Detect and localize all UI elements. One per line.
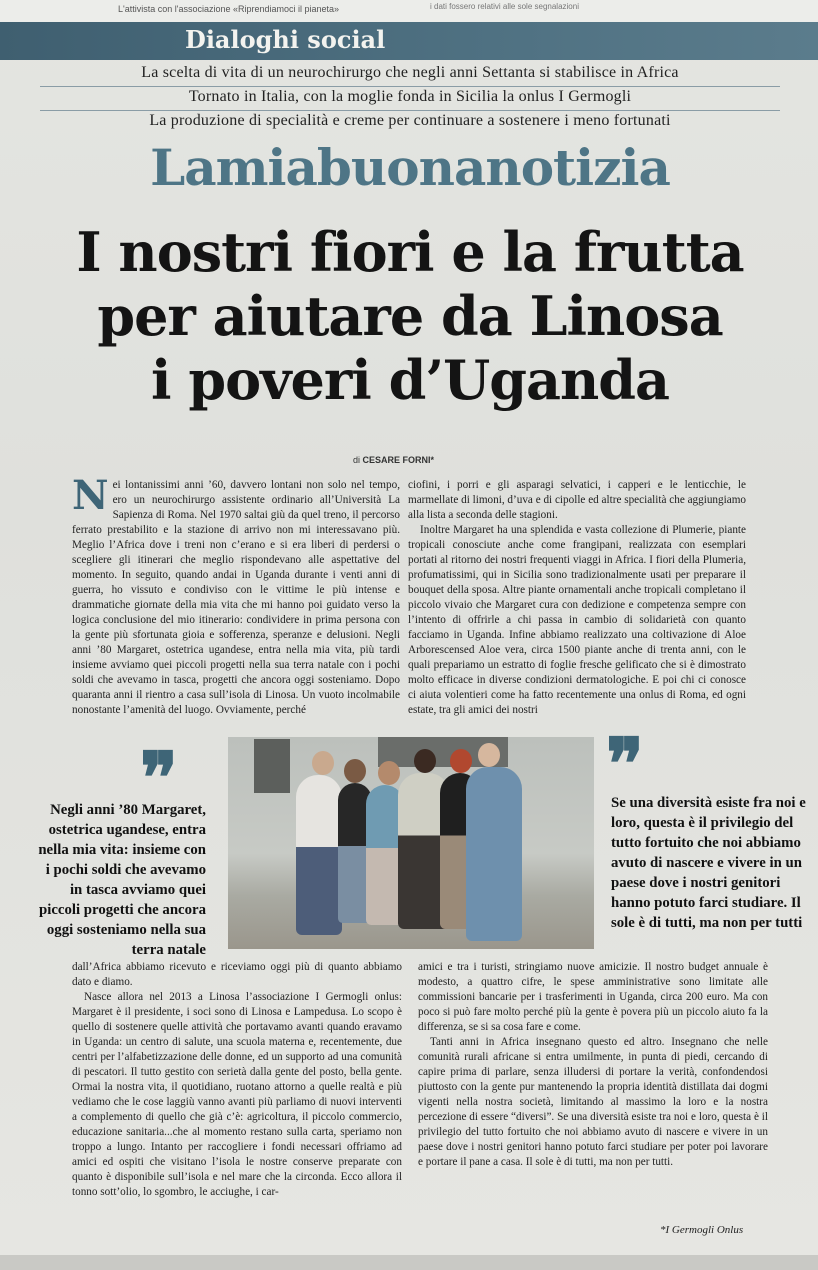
photo-window: [254, 739, 290, 793]
body-paragraph: Nasce allora nel 2013 a Linosa l’associazione I Germogli onlus: Margaret è il presidente, i soci sono di Linosa e Lampedusa. Lo scopo è quello di sostenere quelle attività che portavamo avanti quando eravamo in Uganda: un centro di salute, una scuola materna e, recentemente, due centri per l’alfabetizzazione delle donne, ed un supporto ad una comunità di pescatori. Il tutto gestito con serietà dalla gente del posto, bella gente. Ormai la nostra vita, il quotidiano, ruotano attorno a quelle realtà e più vediamo che le cose laggiù vanno avanti più parliamo di nuovi interventi a complemento di quello che già c’è: agricoltura, il piccolo commercio, educazione sanitaria...che al momento restano sulla carta, speriamo non troppo a lungo. Intanto per raccogliere i fondi necessari offriamo ad amici ed ospiti che visitano l’isola le nostre conserve preparate con quanto è disponibile sull’isola e nel mare che la circonda. Ecco allora il tonno sott’olio, lo sgombro, le acciughe, i car-: [72, 991, 402, 1198]
summary-divider: [40, 110, 780, 111]
body-paragraph: ei lontanissimi anni ’60, davvero lontani non solo nel tempo, ero un neurochirurgo assistente ordinario all’Università La Sapienza di Roma. Nel 1970 saltai giù da quel treno, il percorso ferrato prestabilito e la stazione di arrivo non mi interessavano più. Meglio l’Africa dove i treni non c’erano e si era liberi di perdersi o scegliere gli itinerari che meglio rispondevano alle aspettative del momento. In seguito, quando andai in Uganda durante i venti anni di guerra, ho vissuto e condiviso con le vittime le più intense e drammatiche giornate della mia vita che mi hanno poi guidato verso la logica conclusione del mio itinerario: condividere in prima persona con la gente più sfortunata gioia e sofferenza, speranze e delusioni. Negli anni ’80 Margaret, ostetrica ugandese, entra nella mia vita, più tardi insieme avviamo quei piccoli progetti nella sua terra natale con i pochi soldi che avevamo in tasca, progetti che ancora oggi sosteniamo. Dopo quaranta anni il rientro a casa sull’isola di Linosa. Un vuoto incolmabile nonostante l’amenità del luogo. Ovviamente, perché: [72, 479, 400, 716]
body-paragraph: Tanti anni in Africa insegnano questo ed altro. Insegnano che nelle comunità rurali africane si entra umilmente, in punta di piedi, cercando di capire prima di parlare, senza illudersi di portare la verità, confondendosi piuttosto con la gente pur mantenendo la propria identità distillata dai dogmi vigenti nella nostra società, limitando al massimo la loro e la nostra percezione di essere “diversi”. Se una diversità esiste tra noi e loro, questa è il privilegio del tutto fortuito che noi abbiamo avuto di nascere e vivere in un paese dove i nostri genitori hanno potuto farci studiare per poter poi lavorare e portare il pane a casa. Il sole è di tutti, ma non per tutti.: [418, 1036, 768, 1168]
person-head: [312, 751, 334, 775]
body-paragraph: dall’Africa abbiamo ricevuto e riceviamo oggi più di quanto abbiamo dato e diamo.: [72, 961, 402, 988]
headline-line-1: I nostri fiori e la frutta: [76, 220, 744, 284]
byline: [353, 455, 434, 465]
top-strip-right-text: i dati fossero relativi alle sole segnalazioni: [430, 2, 579, 11]
quote-mark-icon: ❞: [606, 722, 644, 805]
person-head: [344, 759, 366, 783]
top-strip: [0, 0, 818, 22]
person-head: [450, 749, 472, 773]
column-tag: Lamiabuonanotizia: [150, 138, 670, 197]
body-column-1: [72, 478, 400, 736]
section-bar: [0, 22, 818, 60]
body-paragraph: ciofini, i porri e gli asparagi selvatici, i capperi e le lenticchie, le marmellate di limoni, d’uva e di cipolle ed altre specialità che aggiungiamo alla lista a seconda delle stagioni.: [408, 479, 746, 521]
body-column-3: [72, 960, 402, 1248]
pullquote-right: Se una diversità esiste fra noi e loro, questa è il privilegio del tutto fortuito che noi abbiamo avuto di nascere e vivere in un paese dove i nostri genitori hanno potuto farci studiare. Il sole è di tutti, ma non per tutti: [611, 795, 806, 931]
person-head: [378, 761, 400, 785]
pullquote-left: Negli anni ’80 Margaret, ostetrica ugandese, entra nella mia vita: insieme con i pochi soldi che avevamo in tasca avviamo quei piccoli progetti che ancora oggi sosteniamo nella sua terra natale: [38, 802, 206, 958]
person-head: [478, 743, 500, 767]
group-photo: [228, 737, 594, 949]
headline-line-3: i poveri d’Uganda: [151, 348, 669, 412]
drop-cap: N: [72, 478, 109, 519]
section-title: Dialoghi social: [185, 25, 386, 54]
body-paragraph: amici e tra i turisti, stringiamo nuove amicizie. Il nostro budget annuale è modesto, a quattro cifre, le spese amministrative sono limitate alle commissioni bancarie per i trasferimenti in Uganda, circa 200 euro. Ma con poco si può fare molto perché più la gente è povera più un piccolo aiuto fa la differenza, se si sa cosa fare e come.: [418, 961, 768, 1033]
summary-line-3: La produzione di specialità e creme per continuare a sostenere i meno fortunati: [149, 112, 671, 129]
headline-line-2: per aiutare da Linosa: [97, 284, 723, 348]
summary-line-1: La scelta di vita di un neurochirurgo che negli anni Settanta si stabilisce in Africa: [141, 64, 679, 81]
byline-author: CESARE FORNI*: [362, 455, 435, 465]
body-column-4: [418, 960, 768, 1222]
headline: [30, 220, 790, 412]
person-figure: [466, 767, 522, 941]
article-signoff: *I Germogli Onlus: [660, 1224, 744, 1236]
summary-divider: [40, 86, 780, 87]
page-bottom-edge: [0, 1255, 818, 1270]
quote-mark-icon: ❞: [140, 736, 178, 819]
top-strip-left-text: L'attivista con l'associazione «Riprendiamoci il pianeta»: [118, 4, 340, 14]
person-head: [414, 749, 436, 773]
byline-prefix: di: [353, 455, 361, 465]
body-paragraph: Inoltre Margaret ha una splendida e vasta collezione di Plumerie, piante tropicali conosciute anche come frangipani, realizzata con esemplari portati al ritorno dei nostri frequenti viaggi in Africa. I fiori della Plumeria, profumatissimi, qui in Sicilia sono tradizionalmente usati per preparare il bouquet della sposa. Altre piante ornamentali anche tropicali completano il piccolo vivaio che Margaret cura con dedizione e competenza sempre con l’intento di offrirle a chi passa in cambio di solidarietà con quanto facciamo in Uganda. Infine abbiamo realizzato una coltivazione di Aloe Arborescensed Aloe vera, circa 1500 piante anche di trenta anni, con le quali prepariamo un estratto di foglie fresche gelificato che si è dimostrato molto efficace in diverse condizioni dermatologiche. E poi chi ci conosce ci aiuta volentieri come ha fatto recentemente una onlus di Roma, ed ogni estate, tra gli amici dei nostri: [408, 524, 746, 716]
body-column-2: [408, 478, 746, 736]
person-figure: [296, 775, 342, 935]
summary-line-2: Tornato in Italia, con la moglie fonda in Sicilia la onlus I Germogli: [188, 88, 632, 105]
